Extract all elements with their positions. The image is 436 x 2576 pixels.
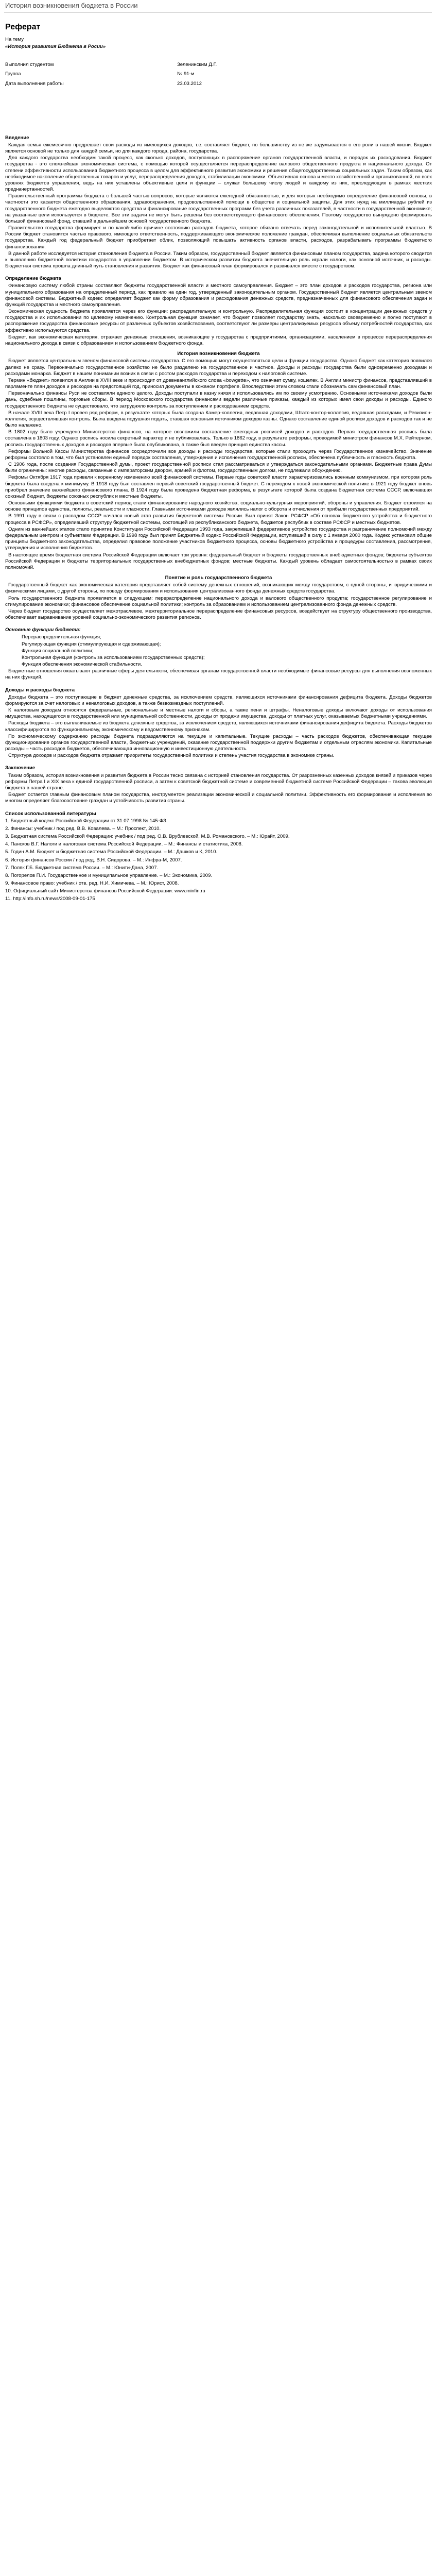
reference-item: 3. Бюджетная система Российской Федерации: учебник / под ред. О.В. Врублевской, М.В. Романовского. – М.: Юрайт, 2009.: [5, 834, 290, 840]
reference-item: 5. Годин А.М. Бюджет и бюджетная система Российской Федерации. – М.: Дашков и К, 2010.: [5, 849, 218, 855]
paragraph: В данной работе исследуется история становления бюджета в России. Таким образом, государственный бюджет является финансовым планом государства, задача которого сводится к выявлению бюджетной политики государства в управлении бюджетом. В историческом развитии бюджета значительную роль играли налоги, как основной источник, и расходы. Бюджетная система прошла длинный путь становления и развития. Бюджет как финансовый план формировался и развивался вместе с государством.: [5, 250, 432, 269]
section: [4, 276, 432, 347]
info-row: [5, 60, 217, 70]
paragraph: Каждая семья ежемесячно предрешает свои расходы из имеющихся доходов, т.е. составляет бюджет, по большинству из не же задумывается о его роли в нашей жизни. Бюджет является основой не только для каждой семьи, но для каждого города, района, государства.: [5, 142, 432, 155]
paragraph: В настоящее время бюджетная система Российской Федерации включает три уровня: федеральный бюджет и бюджеты государственных внебюджетных фондов; бюджеты субъектов Российской Федерации и бюджеты территориальных государственных внебюджетных фондов; местные бюджеты. Каждый уровень обладает самостоятельностью в рамках своих полномочий.: [5, 552, 432, 570]
paragraph: В 1991 году в связи с распадом СССР начался новый этап развития бюджетной системы России. Был принят Закон РСФСР «Об основах бюджетного устройства и бюджетного процесса в РСФСР», определивший структуру бюджетной системы, состоящей из республиканского бюджета, бюджетов республик в составе РСФСР и местных бюджетов.: [5, 513, 432, 526]
document-page: [0, 0, 436, 925]
paragraph: В 1802 году было учреждено Министерство финансов, на которое возложили составление ежегодных росписей доходов и расходов. Первая государственная роспись была составлена в 1803 году. Однако роспись носила секретный характер и не публиковалась. Только в 1862 году, в результате реформы, проводимой министром финансов М.Х. Рейтерном, роспись государственных доходов и расходов впервые была опубликована, а также был введен принцип единства кассы.: [5, 429, 432, 448]
list-item: Функция обеспечения экономической стабильности.: [22, 662, 142, 668]
paragraph: Термин «бюджет» появился в Англии в XVIII веке и происходит от древнеанглийского слова «bowgette», что означает сумку, кошелек. В Англии министр финансов, представлявший в парламенте план доходов и расходов на предстоящий год, приносил документы в кожаном портфеле. Впоследствии этим словом стали обозначать сам финансовый план.: [5, 377, 432, 390]
paragraph: Основными функциями бюджета в советский период стали финансирование народного хозяйства, социально-культурных мероприятий, обороны и управления. Бюджет строился на основе принципов единства, полноты, реальности и гласности. Главными источниками доходов являлись налог с оборота и отчисления от прибыли государственных предприятий.: [5, 500, 432, 513]
list-item: Перераспределительная функция;: [22, 634, 101, 640]
section: [4, 351, 432, 571]
paragraph: По экономическому содержанию расходы бюджета подразделяются на текущие и капитальные. Текущие расходы – часть расходов бюджетов, обеспечивающая текущее функционирование органов государственной власти, бюджетных учреждений, оказание государственной поддержки другим бюджетам и отдельным отраслям экономики. Капитальные расходы – часть расходов бюджетов, обеспечивающая инновационную и инвестиционную деятельность.: [5, 733, 432, 752]
paragraph: Одним из важнейших этапов стало принятие Конституции Российской Федерации 1993 года, закрепившей федеративное устройство государства и разграничение полномочий между федеральным центром и субъектами Федерации. В 1998 году был принят Бюджетный кодекс Российской Федерации, вступивший в силу с 1 января 2000 года. Кодекс установил общие принципы бюджетного законодательства, определил правовое положение участников бюджетного процесса, основы бюджетного устройства и процедуры составления, рассмотрения, утверждения и исполнения бюджетов.: [5, 526, 432, 551]
paragraph: Бюджет остается главным финансовым планом государства, инструментом реализации экономической и социальной политики. Эффективность его формирования и исполнения во многом определяет благосостояние граждан и устойчивость развития страны.: [5, 792, 432, 804]
paragraph: С 1906 года, после создания Государственной думы, проект государственной росписи стал рассматриваться и утверждаться законодательными органами. Бюджетные права Думы были ограничены: многие расходы, связанные с императорским двором, армией и флотом, государственным долгом, не подлежали обсуждению.: [5, 462, 432, 474]
info-value: № 91-м: [177, 71, 195, 77]
paragraph: Бюджет является центральным звеном финансовой системы государства. С его помощью могут осуществляться цели и функции государства. Однако бюджет как категория появился далеко не сразу. Первоначально государственное хозяйство не было разделено на государственное и частное. Доходы и расходы государства были одновременно доходами и расходами монарха. Бюджет в нашем понимании возник в связи с ростом расходов государства и переходом к налоговой системе.: [5, 358, 432, 377]
student-info-table: [5, 60, 217, 89]
reference-item: 4. Пансков В.Г. Налоги и налоговая система Российской Федерации. – М.: Финансы и статистика, 2008.: [5, 841, 243, 848]
list-item: Контрольная функция (контроль за использованием государственных средств);: [22, 654, 205, 660]
paragraph: Бюджетные отношения охватывают различные сферы деятельности, обеспечивая органам государственной власти необходимые финансовые ресурсы для выполнения возложенных на них функций.: [5, 668, 432, 681]
references-list: [5, 818, 432, 903]
paragraph: К налоговым доходам относятся федеральные, региональные и местные налоги и сборы, а также пени и штрафы. Неналоговые доходы включают доходы от использования имущества, находящегося в государственной или муниципальной собственности, доходы от продажи имущества, доходы от платных услуг, оказываемых бюджетными учреждениями.: [5, 707, 432, 720]
section-heading: Понятие и роль государственного бюджета: [165, 575, 272, 581]
reference-item: 11. http://info.sh.ru/news/2008-09-01-175: [5, 896, 95, 902]
info-value: 23.03.2012: [177, 80, 202, 87]
section-heading: Заключение: [5, 765, 36, 771]
section: [4, 765, 432, 804]
list-item: Функция социальной политики;: [22, 648, 94, 654]
info-label: Выполнил студентом: [5, 62, 54, 68]
paragraph: Реформы Вольной Кассы Министерства финансов сосредоточили все доходы и расходы государства, которые стали проходить через Государственное казначейство. Значение реформы состояло в том, что был установлен единый порядок составления, утверждения и исполнения государственной росписи, обеспечена публичность и гласность бюджета.: [5, 448, 432, 461]
section-heading: История возникновения бюджета: [177, 351, 260, 357]
references-heading: Список использованной литературы: [5, 810, 96, 817]
paragraph: Государственный бюджет как экономическая категория представляет собой систему денежных отношений, возникающих между государством, с одной стороны, и юридическими и физическими лицами, с другой стороны, по поводу формирования и использования централизованного фонда денежных средств государства.: [5, 582, 432, 595]
reference-item: 9. Финансовое право: учебник / отв. ред. Н.И. Химичева. – М.: Юрист, 2008.: [5, 880, 179, 887]
paragraph: Расходы бюджета – это выплачиваемые из бюджета денежные средства, за исключением средств, являющихся источниками финансирования дефицита бюджета. Расходы бюджетов классифицируются по функциональному, экономическому и ведомственному признакам.: [5, 720, 432, 733]
reference-item: 8. Погорелов П.И. Государственное и муниципальное управление. – М.: Экономика, 2009.: [5, 872, 213, 878]
paragraph: Первоначально финансы Руси не составляли единого целого. Доходы поступали в казну князя и использовались им по своему усмотрению. Основными источниками доходов были дань, судебные пошлины, торговые сборы. В период Московского государства финансами ведали различные приказы, каждый из которых имел свои доходы и расходы. Единого государственного бюджета не существовало, что затрудняло контроль за поступлением и расходованием средств.: [5, 391, 432, 409]
paragraph: Правительство государства формирует и по какой-либо причине состоянию расходов бюджета, которое обязано отвечать перед законодательной и исполнительной властью. В России бюджет становится частью правового, имеющего ответственность, поддерживающего экономическое положение граждан, обеспечивая выполнение социальных обязательств государства. Каждый год федеральный бюджет приобретает облик, позволяющий повышать активность органов власти, расходов, разрабатывать программы бюджетного финансирования.: [5, 225, 432, 250]
reference-item: 10. Официальный сайт Министерства финансов Российской Федерации: www.minfin.ru: [5, 888, 205, 894]
section-heading: Основные функции бюджета:: [5, 627, 81, 633]
paragraph: Для каждого государства необходим такой процесс, как сколько доходов, поступающих в распоряжение органов государственной власти, и порядок их расходования. Бюджет государства - это сложнейшая экономическая система, с помощью которой осуществляется перераспределение валового общественного продукта и национального дохода. От степени эффективности использования бюджетного процесса в целом для эффективного развития экономики и решения общегосударственных социальных задач. Таким образом, как необходимое накопление общественных товаров и услуг, перераспределения доходов, стабилизации экономики. Объективная основа и место хозяйственной и организованной, во всех уровнях бюджетов управления, ведь на них уставлены объективные цели и функции – служат большему числу людей и каждому из них, преследующих в рамках жестких предначертанностей.: [5, 155, 432, 193]
reference-item: 2. Финансы: учебник / под ред. В.В. Ковалева. – М.: Проспект, 2010.: [5, 825, 161, 832]
topic-prefix: На тему: [5, 36, 24, 42]
paragraph: Таким образом, история возникновения и развития бюджета в России тесно связана с историей становления государства. От разрозненных казенных доходов князей и приказов через реформы Петра I и XIX века к единой государственной росписи, а затем к советской бюджетной системе и современной бюджетной системе Российской Федерации – такова эволюция бюджета в нашей стране.: [5, 772, 432, 791]
paragraph: Роль государственного бюджета проявляется в следующем: перераспределение национального дохода и валового общественного продукта; государственное регулирование и стимулирование экономики; финансовое обеспечение социальной политики; контроль за образованием и использованием централизованного фонда денежных средств.: [5, 595, 432, 607]
paragraph: Доходы бюджета – это поступающие в бюджет денежные средства, за исключением средств, являющихся источниками финансирования дефицита бюджета. Доходы бюджетов формируются за счет налоговых и неналоговых доходов, а также безвозмездных поступлений.: [5, 694, 432, 706]
topic-title: «История развития Бюджета в Росии»: [5, 43, 106, 49]
section-heading: Определение бюджета: [5, 276, 61, 282]
section-heading: Доходы и расходы бюджета: [5, 687, 75, 693]
info-value: Зеленинским Д.Г.: [177, 62, 217, 68]
info-label: Дата выполнения работы: [5, 80, 64, 87]
paragraph: Финансовую систему любой страны составляют бюджеты государственной власти и местного самоуправления. Бюджет – это план доходов и расходов государства, региона или муниципального образования на определенный период, как правило на один год, утвержденный законодательным органом. Государственный бюджет является центральным звеном финансовой системы. Бюджетный кодекс определяет бюджет как форму образования и расходования денежных средств, предназначенных для финансового обеспечения задач и функций государства и местного самоуправления.: [5, 283, 432, 308]
paragraph: Бюджет, как экономическая категория, отражает денежные отношения, возникающие у государства с предприятиями, организациями, населением в процессе перераспределения национального дохода в связи с образованием и использованием бюджетного фонда.: [5, 334, 432, 346]
paragraph: Через бюджет государство осуществляет межотраслевое, межтерриториальное перераспределение финансовых ресурсов, воздействует на структуру общественного производства, обеспечивает выравнивание уровней социально-экономического развития регионов.: [5, 608, 432, 621]
title-divider: [4, 12, 432, 13]
section-heading: Введение: [5, 134, 29, 141]
section: [4, 627, 432, 681]
referat-heading: Реферат: [5, 22, 41, 31]
references-section: [4, 811, 432, 903]
paragraph: Экономическая сущность бюджета проявляется через его функции: распределительную и контрольную. Распределительная функция состоит в концентрации денежных средств у государства и их использовании по целевому назначению. Контрольная функция означает, что бюджет позволяет государству знать, насколько своевременно и полно поступают в распоряжение государства финансовые ресурсы от различных субъектов хозяйствования, соответствуют ли размеры централизуемых ресурсов объему потребностей государства, как эффективно используются средства.: [5, 309, 432, 333]
page-title: История возникновения бюджета в России: [5, 2, 138, 9]
reference-item: 1. Бюджетный кодекс Российской Федерации от 31.07.1998 № 145-ФЗ.: [5, 818, 168, 824]
info-row: [5, 79, 217, 89]
list-item: Регулирующая функция (стимулирующая и сдерживающая);: [22, 641, 161, 647]
section: [4, 575, 432, 621]
info-row: [5, 70, 217, 79]
section: [4, 135, 432, 270]
info-label: Группа: [5, 71, 21, 77]
title-block: [4, 22, 432, 89]
paragraph: В начале XVIII века Петр I провел ряд реформ, в результате которых была создана Камер-коллегия, ведавшая доходами, Штатс-контор-коллегия, ведавшая расходами, и Ревизион-коллегия, осуществлявшая контроль. Была введена подушная подать, ставшая основным источником доходов казны. Однако составление единой росписи доходов и расходов так и не было налажено.: [5, 410, 432, 429]
reference-item: 6. История финансов России / под ред. В.Н. Сидорова. – М.: Инфра-М, 2007.: [5, 857, 182, 863]
paragraph: Рефомы Октября 1917 года привели к коренному изменению всей финансовой системы. Первые годы советской власти характеризовались военным коммунизмом, при котором роль бюджета была сведена к минимуму. В 1918 году был составлен первый советский государственный бюджет. С переходом к новой экономической политике в 1921 году бюджет вновь приобрел значение важнейшего финансового плана. В 1924 году была проведена бюджетная реформа, в результате которой была создана бюджетная система СССР, включавшая союзный бюджет, бюджеты союзных республик и местные бюджеты.: [5, 474, 432, 499]
reference-item: 7. Поляк Г.Б. Бюджетная система России. – М.: Юнити-Дана, 2007.: [5, 865, 159, 871]
section: [4, 687, 432, 759]
document-body: [4, 135, 432, 805]
paragraph: Правительственный программы бюджета с большей частью вопросов, которые являются ежегодной обязанностью, и для которых необходимо определение финансовой основы, в частности это касается общественного образования, здравоохранения, продовольственной помощи в обществе и социальной защиты. Для этих нужд на миллиарды рублей из государственного бюджета ежегодно выделяются средства и финансирование государственных программ без учета различных показателей, в частности в государственной экономике; на указанные цели используется в бюджете. Все эти задачи не могут быть решены без соответствующего финансового обеспечения. Поэтому государство вынуждено формировать большой финансовый фонд, ставший в дальнейшем основой государственного бюджета.: [5, 193, 432, 224]
paragraph: Структура доходов и расходов бюджета отражает приоритеты государственной политики и степень участия государства в экономике страны.: [8, 753, 335, 759]
